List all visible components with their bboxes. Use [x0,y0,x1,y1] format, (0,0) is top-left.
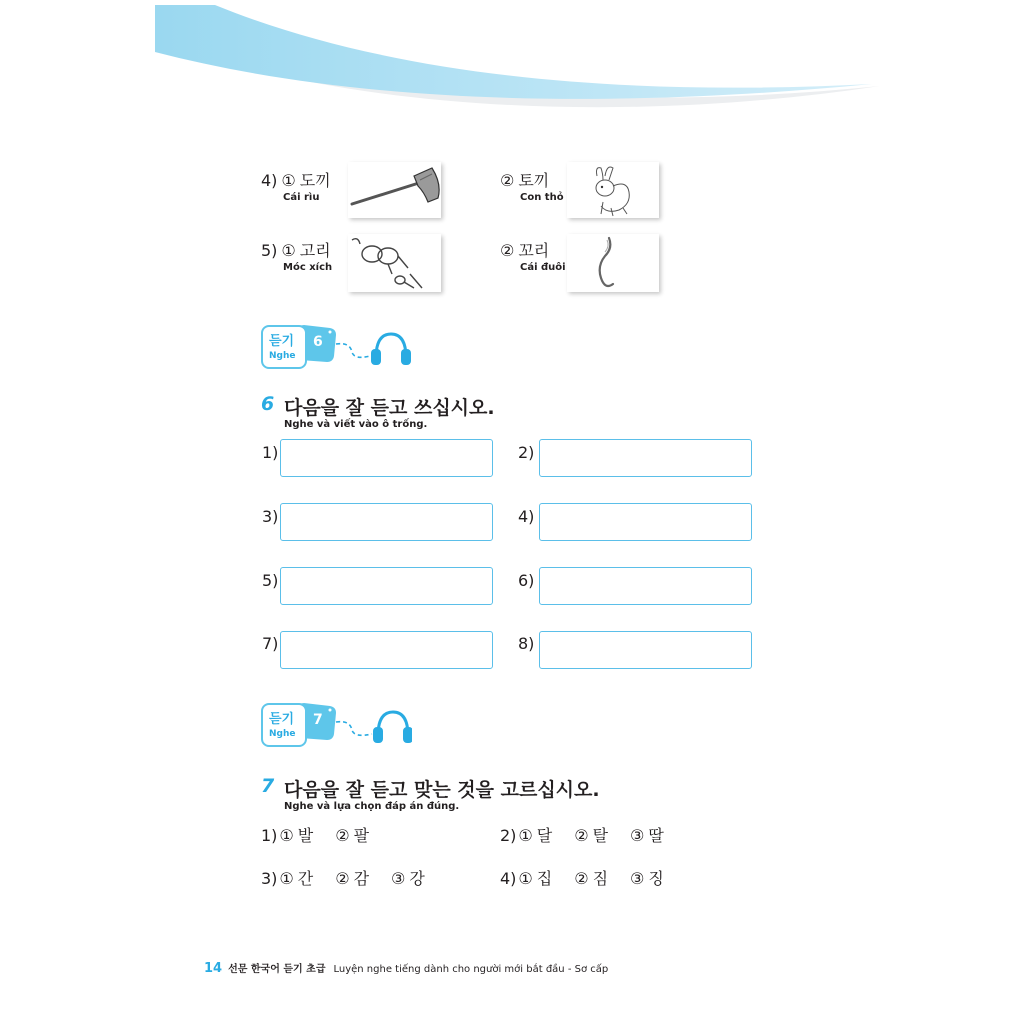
vocab-word: 도끼 [299,171,331,190]
choice-option[interactable] [391,866,425,889]
vocab-4-option-1 [261,168,331,191]
section-title: 다음을 잘 듣고 맞는 것을 고르십시오. [284,779,600,801]
vocab-4-option-2 [500,168,549,191]
blank-label: 7) [262,634,279,653]
answer-box-7[interactable] [280,631,493,669]
choice-option[interactable] [279,823,313,846]
answer-box-8[interactable] [539,631,752,669]
option-text: 강 [409,869,425,888]
headphones-icon [371,334,411,365]
option-marker: ② [335,869,350,888]
option-marker: ② [574,869,589,888]
item-number: 5) [261,241,278,260]
choice-question-3 [261,866,447,889]
answer-box-6[interactable] [539,567,752,605]
option-text: 팔 [353,826,370,845]
headphones-icon [373,712,412,743]
vocab-5-option-1 [261,238,331,261]
option-text: 집 [536,869,553,888]
blank-label: 8) [518,634,535,653]
choice-option[interactable] [574,823,608,846]
choice-option[interactable] [518,823,552,846]
choice-option[interactable] [335,866,369,889]
blank-label: 4) [518,507,535,526]
badge-label-ko: 듣기 [269,334,295,349]
tail-illustration [567,234,659,292]
option-marker: ② [574,826,589,845]
blank-label: 6) [518,571,535,590]
book-subtitle: Luyện nghe tiếng dành cho người mới bắt đầu - Sơ cấp [333,964,609,975]
chain-hook-illustration [348,234,441,292]
page-footer [204,960,608,976]
option-text: 감 [353,869,370,888]
option-marker: ① [279,826,294,845]
section-number: 6 [261,393,275,415]
vocab-meaning: Cái đuôi [520,262,566,273]
listening-track-badge [260,700,412,750]
badge-label-ko: 듣기 [269,712,295,727]
option-marker: ② [500,241,515,260]
vocab-word: 토끼 [518,171,550,190]
section-number: 7 [261,775,275,797]
choice-option[interactable] [279,866,313,889]
vocab-word: 고리 [299,241,331,260]
rabbit-illustration [567,162,659,218]
badge-label-vi: Nghe [269,729,296,739]
listening-track-badge [260,322,412,372]
choice-option[interactable] [630,823,664,846]
option-marker: ① [281,171,296,190]
option-marker: ① [518,869,533,888]
badge-track-number: 6 [313,334,323,350]
answer-box-5[interactable] [280,567,493,605]
section-title: 다음을 잘 듣고 쓰십시오. [284,397,495,419]
answer-box-4[interactable] [539,503,752,541]
answer-box-2[interactable] [539,439,752,477]
badge-label-vi: Nghe [269,351,296,361]
axe-illustration [348,162,441,218]
choice-option[interactable] [335,823,369,846]
vocab-meaning: Móc xích [283,262,333,273]
vocab-meaning: Con thỏ [520,192,564,203]
option-marker: ③ [391,869,406,888]
blank-label: 2) [518,443,535,462]
item-number: 4) [500,869,517,888]
item-number: 3) [261,869,278,888]
option-marker: ① [281,241,296,260]
option-text: 징 [648,869,664,888]
option-marker: ① [518,826,533,845]
vocab-5-option-2 [500,238,549,261]
vocab-word: 꼬리 [518,241,550,260]
answer-box-3[interactable] [280,503,493,541]
option-marker: ② [335,826,350,845]
section-subtitle: Nghe và lựa chọn đáp án đúng. [284,801,460,812]
section-subtitle: Nghe và viết vào ô trống. [284,419,428,430]
option-text: 달 [536,826,553,845]
blank-label: 1) [262,443,279,462]
option-text: 딸 [648,826,664,845]
choice-question-4 [500,866,686,889]
option-marker: ③ [630,869,645,888]
item-number: 4) [261,171,278,190]
page-number: 14 [204,961,223,976]
option-marker: ① [279,869,294,888]
header-swoosh-decoration [0,0,1024,140]
choice-question-2 [500,823,686,846]
answer-box-1[interactable] [280,439,493,477]
option-text: 간 [297,869,314,888]
item-number: 1) [261,826,278,845]
item-number: 2) [500,826,517,845]
option-text: 탈 [592,826,609,845]
choice-option[interactable] [574,866,608,889]
choice-option[interactable] [630,866,664,889]
option-marker: ③ [630,826,645,845]
book-title: 선문 한국어 듣기 초급 [228,964,326,975]
blank-label: 5) [262,571,279,590]
option-text: 발 [297,826,314,845]
choice-option[interactable] [518,866,552,889]
badge-track-number: 7 [313,712,323,728]
option-marker: ② [500,171,515,190]
vocab-meaning: Cái rìu [283,192,320,203]
choice-question-1 [261,823,391,846]
option-text: 짐 [592,869,609,888]
blank-label: 3) [262,507,279,526]
